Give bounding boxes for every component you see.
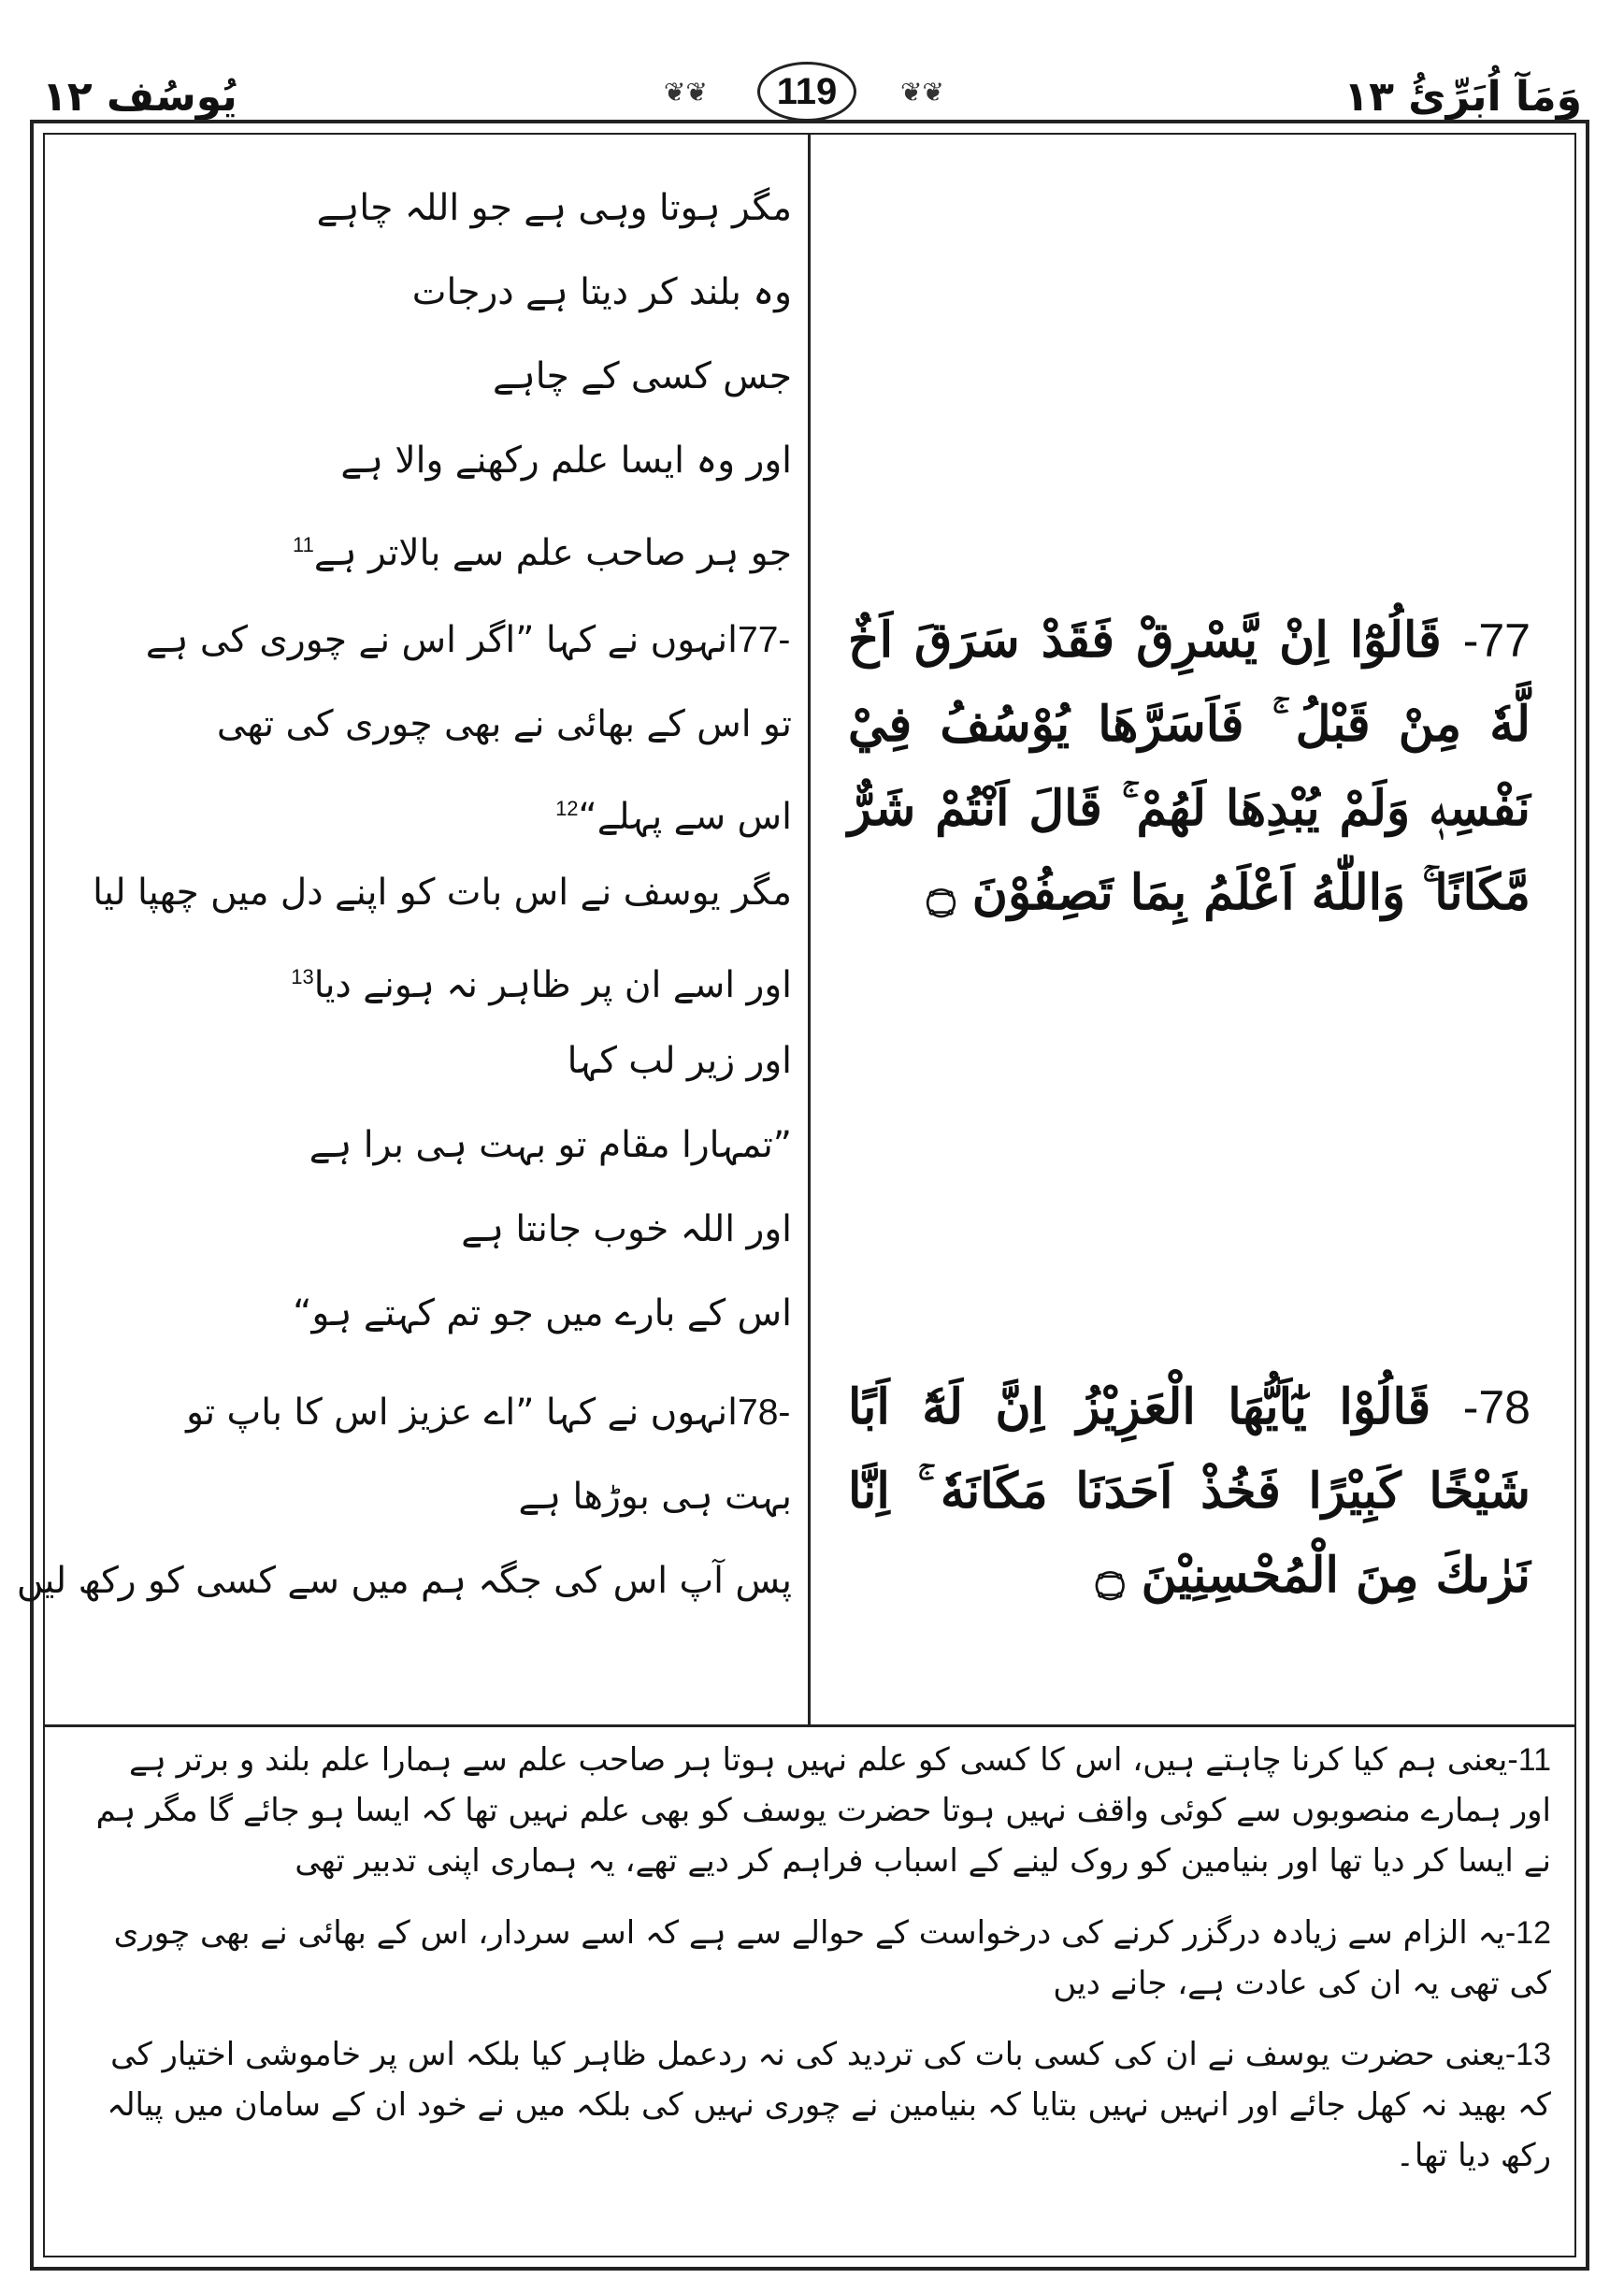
page-number: 119: [757, 62, 856, 122]
translation-line: مگر ہوتا وہی ہے جو اللہ چاہے: [316, 187, 792, 229]
ornament-left-icon: ❦❦: [664, 77, 708, 108]
column-divider: [808, 133, 811, 1724]
translation-line: اس کے بارے میں جو تم کہتے ہو“: [293, 1292, 792, 1334]
footnote-12: 12-یہ الزام سے زیادہ درگزر کرنے کی درخواست کے حوالے سے ہے کہ اسے سردار، اس کے بھائی نے بھی چوری کی تھی یہ ان کی عادت ہے، جانے دیں: [113, 1914, 1551, 2002]
translation-line: اور زیر لب کہا: [567, 1040, 792, 1082]
footnote-number: 13-: [1504, 2037, 1551, 2072]
verse-number: 77-: [738, 620, 791, 660]
ornament-right-icon: ❦❦: [900, 77, 944, 108]
verse-number: 77-: [1462, 614, 1531, 667]
verse-number: 78-: [738, 1392, 791, 1433]
surah-header: یُوسُف ۱۲: [42, 73, 237, 121]
footnote-13: 13-یعنی حضرت یوسف نے ان کی کسی بات کی تردید کی نہ ردعمل ظاہر کیا بلکہ اس پر خاموشی اختیار کی کہ بھید نہ کھل جائے اور انہیں نہیں بتایا کہ بنیامین نے چوری نہیں کی بلکہ میں نے خود ان کے سامان میں پیالہ رکھ دیا تھا۔: [107, 2036, 1551, 2174]
translation-line: اور وہ ایسا علم رکھنے والا ہے: [340, 440, 792, 482]
translation-line: بہت ہی بوڑھا ہے: [518, 1476, 792, 1518]
translation-line: ”تمہارا مقام تو بہت ہی برا ہے: [309, 1124, 792, 1166]
translation-line: اور اسے ان پر ظاہر نہ ہونے دیا$^{13}$: [291, 964, 792, 1006]
translation-line: اس سے پہلے“$^{12}$: [555, 796, 792, 838]
footnote-divider: [43, 1724, 1576, 1727]
juz-header: وَمَآ اُبَرِّئُ ۱۳: [1344, 73, 1582, 121]
footnote-ref: 13: [291, 965, 314, 988]
footnote-number: 12-: [1504, 1915, 1551, 1951]
footnote-ref: 12: [555, 797, 579, 820]
translation-line: وہ بلند کر دیتا ہے درجات: [411, 271, 792, 313]
verse-77: 77- قَالُوْٓا اِنْ يَّسْرِقْ فَقَدْ سَرَقَ اَخٌ لَّهٗ مِنْ قَبْلُ ۚ فَاَسَرَّهَا يُوْسُفُ فِيْ نَفْسِهٖ وَلَمْ يُبْدِهَا لَهُمْ ۚ قَالَ اَنْتُمْ شَرٌّ مَّكَانًا ۚ وَاللّٰهُ اَعْلَمُ بِمَا تَصِفُوْنَ ۝: [848, 612, 1531, 921]
translation-line: 77-انہوں نے کہا ”اگر اس نے چوری کی ہے: [146, 617, 803, 664]
footnote-number: 11-: [1507, 1742, 1551, 1778]
translation-line: جو ہر صاحب علم سے بالاتر ہے$^{11}$: [293, 532, 792, 574]
translation-line: مگر یوسف نے اس بات کو اپنے دل میں چھپا لیا: [93, 872, 792, 914]
translation-line: 78-انہوں نے کہا ”اے عزیز اس کا باپ تو: [186, 1390, 803, 1436]
translation-line: تو اس کے بھائی نے بھی چوری کی تھی: [216, 703, 792, 745]
verse-78: 78- قَالُوْا يٰٓاَيُّهَا الْعَزِيْزُ اِنَّ لَهٗٓ اَبًا شَيْخًا كَبِيْرًا فَخُذْ اَحَدَنَا مَكَانَهٗ ۚ اِنَّا نَرٰىكَ مِنَ الْمُحْسِنِيْنَ ۝: [848, 1378, 1531, 1604]
translation-line: جس کسی کے چاہے: [493, 355, 792, 397]
verse-number: 78-: [1462, 1381, 1531, 1434]
page-number-ornament: [664, 58, 944, 123]
footnote-ref: 11: [293, 533, 314, 556]
translation-line: اور اللہ خوب جانتا ہے: [461, 1208, 792, 1250]
translation-line: پس آپ اس کی جگہ ہم میں سے کسی کو رکھ لیں: [16, 1560, 792, 1602]
footnote-11: 11-یعنی ہم کیا کرنا چاہتے ہیں، اس کا کسی کو علم نہیں ہوتا ہر صاحب علم سے ہمارا علم بلند و برتر ہے اور ہمارے منصوبوں سے کوئی واقف نہیں ہوتا حضرت یوسف کو بھی علم نہیں تھا کہ ایسا ہو جائے گا مگر ہم نے ایسا کر دیا تھا اور بنیامین کو روک لینے کے اسباب فراہم کر دیے تھے، یہ ہماری اپنی تدبیر تھی: [95, 1741, 1551, 1880]
